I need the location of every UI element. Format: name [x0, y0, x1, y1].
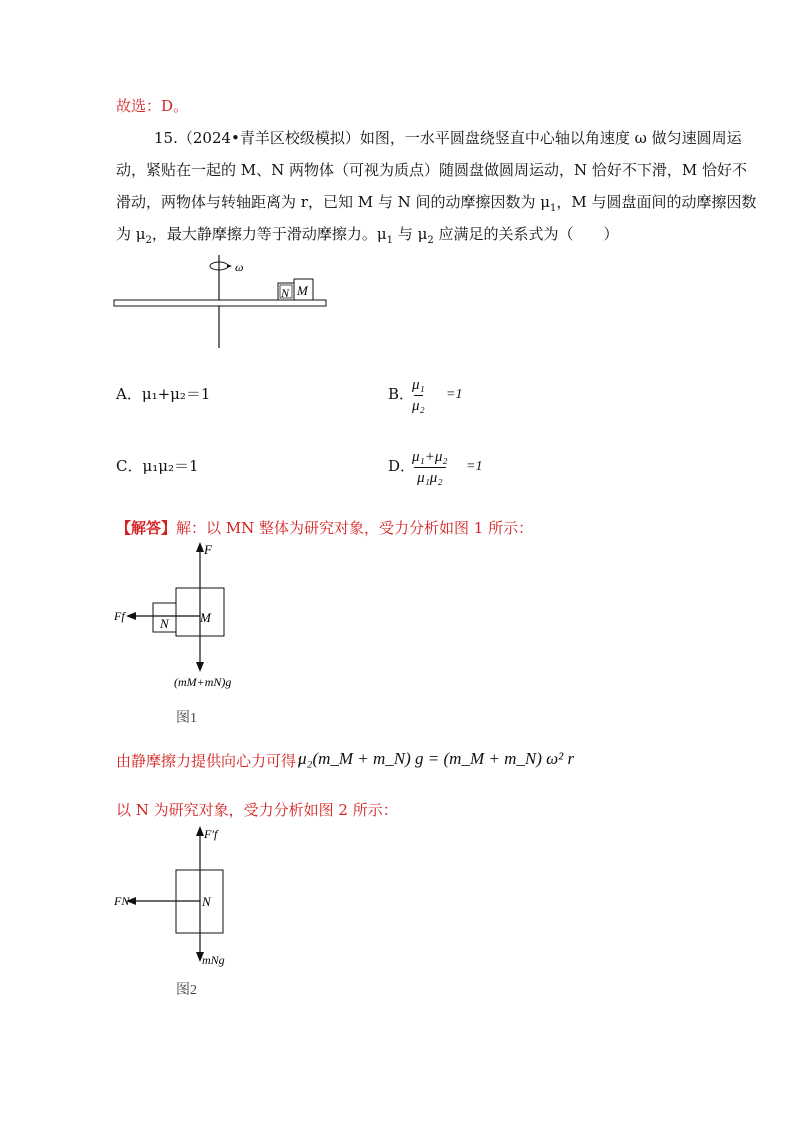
subscript-1b: 1 [386, 235, 394, 246]
arrowhead-icon [227, 264, 232, 268]
option-d-denominator: μ₁μ₂ [417, 470, 443, 486]
friction-force-label: Ff [114, 609, 125, 623]
force-f-prime-label: F′f [204, 827, 218, 841]
block-n-label: N [202, 894, 211, 909]
equation-intro: 由静摩擦力提供向心力可得： [116, 752, 312, 770]
option-a-text: μ₁+μ₂＝1 [141, 385, 211, 403]
question-text-4a: 为 μ [116, 225, 146, 243]
block-m-label: M [200, 610, 211, 625]
question-text-3b: ，M 与圆盘面间的动摩擦因数 [556, 193, 757, 211]
question-number: 15. [154, 129, 178, 147]
solution-tag: 【解答】 [116, 519, 177, 537]
turntable-figure [110, 255, 340, 355]
omega-label: ω [235, 260, 244, 274]
subscript-1: 1 [550, 203, 557, 214]
question-line-3 [116, 193, 757, 218]
step-2-text: 以 N 为研究对象，受力分析如图 2 所示： [116, 801, 398, 819]
turntable-disc [114, 300, 326, 306]
option-d-label[interactable]: D． [388, 457, 416, 475]
figure-2-caption: 图2 [176, 983, 197, 998]
option-d-fraction [412, 447, 448, 488]
option-b-denominator: μ₂ [412, 398, 425, 414]
option-b-numerator: μ₁ [412, 377, 425, 393]
question-text-4c: 与 μ [393, 225, 428, 243]
question-text-3a: 滑动，两物体与转轴距离为 r，已知 M 与 N 间的动摩擦因数为 μ [116, 193, 551, 211]
option-b-fraction [412, 375, 425, 416]
question-text-4b: ，最大静摩擦力等于滑动摩擦力。μ [151, 225, 387, 243]
option-a-label: A． [116, 385, 142, 403]
question-line-2: 动，紧贴在一起的 M、N 两物体（可视为质点）随圆盘做圆周运动，N 恰好不下滑，M 恰好不 [116, 161, 748, 179]
weight-label: (mM+mN)g [174, 675, 232, 689]
option-d-numerator: μ₁+μ₂ [412, 449, 448, 465]
block-n-label: N [281, 286, 290, 300]
arrow-down-icon [196, 662, 204, 672]
block-m-label: M [297, 283, 308, 298]
arrow-left-icon [126, 612, 136, 620]
question-text-1: （2024•青羊区校级模拟）如图，一水平圆盘绕竖直中心轴以角速度 ω 做匀速圆周运 [177, 129, 742, 147]
normal-force-label: FN [114, 894, 130, 908]
option-c-text: μ₁μ₂＝1 [142, 457, 199, 475]
arrow-up-icon [196, 826, 204, 836]
option-c-label: C． [116, 457, 143, 475]
subscript-2b: 2 [427, 235, 434, 246]
weight-label: mNg [202, 953, 225, 967]
option-b-label[interactable]: B． [388, 385, 415, 403]
free-body-diagram-1 [110, 540, 290, 730]
question-line-1 [154, 129, 742, 147]
equation: μ₂(m_M + m_N) g = (m_M + m_N) ω² r [298, 749, 575, 768]
block-n-label: N [160, 616, 169, 631]
solution-intro [116, 519, 533, 537]
option-a[interactable] [116, 385, 210, 403]
figure-1-caption: 图1 [176, 711, 197, 726]
force-f-label: F [204, 542, 212, 557]
solution-intro-text: 解：以 MN 整体为研究对象，受力分析如图 1 所示： [176, 519, 534, 537]
subscript-2: 2 [145, 235, 152, 246]
option-d-rhs: =1 [466, 459, 483, 474]
answer-line: 故选：D。 [116, 97, 189, 115]
arrow-up-icon [196, 542, 204, 552]
question-line-4 [116, 225, 619, 250]
free-body-diagram-2 [110, 822, 290, 1002]
option-c[interactable] [116, 457, 199, 475]
option-b-rhs: =1 [446, 387, 463, 402]
question-text-4d: 应满足的关系式为（ ） [433, 225, 619, 243]
